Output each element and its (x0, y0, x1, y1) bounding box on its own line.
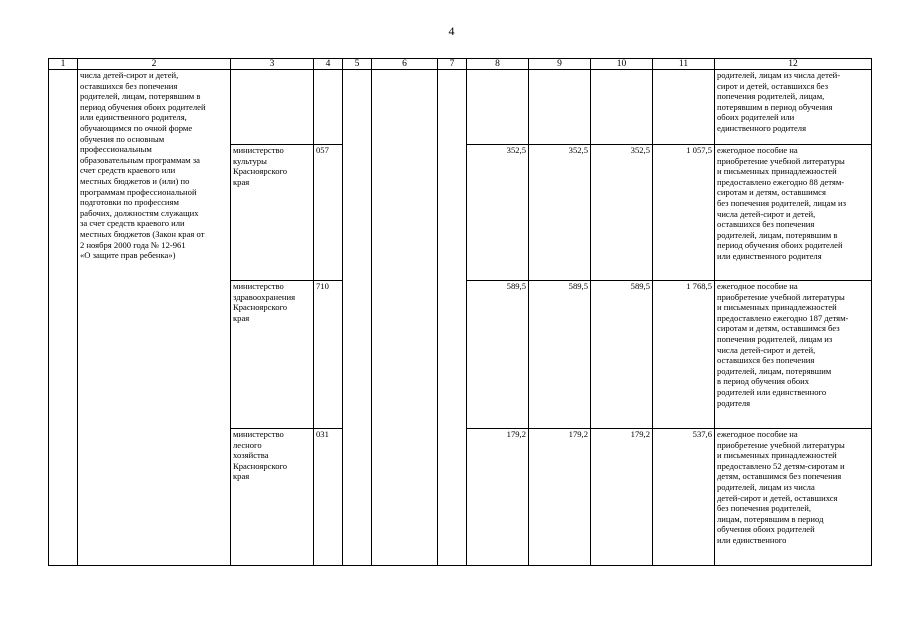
code-cell: 057 (314, 145, 343, 281)
column-header: 4 (314, 59, 343, 70)
value-cell: 589,5 (529, 281, 591, 429)
program-table (48, 58, 872, 566)
ministry-cell: министерство культуры Красноярского края (231, 145, 314, 281)
ministry-cell (231, 70, 314, 145)
column-header: 3 (231, 59, 314, 70)
value-cell (529, 70, 591, 145)
col5-cell (343, 70, 372, 566)
value-cell: 537,6 (653, 429, 715, 566)
value-cell (591, 70, 653, 145)
ministry-cell: министерство лесного хозяйства Красноярского края (231, 429, 314, 566)
value-cell: 1 057,5 (653, 145, 715, 281)
column-header: 12 (715, 59, 872, 70)
header-row (49, 59, 872, 70)
column-header: 9 (529, 59, 591, 70)
value-cell: 589,5 (467, 281, 529, 429)
value-cell: 1 768,5 (653, 281, 715, 429)
value-cell: 352,5 (529, 145, 591, 281)
result-cell: ежегодное пособие на приобретение учебной литературы и письменных принадлежностей предоставлено 52 детям-сиротам и детям, оставшимся без попечения родителей, лицам из числа детей-сирот и детей, оставшихся без попечения родителей, лицам, потерявшим в период обучения обоих родителей или единственного (715, 429, 872, 566)
col6-cell (372, 70, 438, 566)
program-text-cell: числа детей-сирот и детей, оставшихся без попечения родителей, лицам, потерявшим в период обучения обоих родителей или единственного родителя, обучающимся по очной форме обучения по основным профессиональным образовательным программам за счет средств краевого или местных бюджетов и (или) по программам профессиональной подготовки по профессиям рабочих, должностям служащих за счет средств краевого или местных бюджетов (Закон края от 2 ноября 2000 года № 12-961 «О защите прав ребенка») (78, 70, 231, 566)
value-cell: 589,5 (591, 281, 653, 429)
column-header: 11 (653, 59, 715, 70)
col7-cell (438, 70, 467, 566)
value-cell: 179,2 (529, 429, 591, 566)
code-cell: 710 (314, 281, 343, 429)
column-header: 7 (438, 59, 467, 70)
value-cell: 352,5 (591, 145, 653, 281)
value-cell (653, 70, 715, 145)
column-header: 10 (591, 59, 653, 70)
value-cell: 352,5 (467, 145, 529, 281)
value-cell: 179,2 (591, 429, 653, 566)
code-cell (314, 70, 343, 145)
column-header: 1 (49, 59, 78, 70)
table-row (49, 70, 872, 145)
column-header: 8 (467, 59, 529, 70)
value-cell: 179,2 (467, 429, 529, 566)
column-header: 6 (372, 59, 438, 70)
code-cell: 031 (314, 429, 343, 566)
result-cell: ежегодное пособие на приобретение учебной литературы и письменных принадлежностей предоставлено ежегодно 187 детям- сиротам и детям, оставшимся без попечения родителей, лицам из числа детей-сирот и детей, оставшихся без попечения родителей, лицам, потерявшим в период обучения обоих родителей или единственного родителя (715, 281, 872, 429)
row-number-cell (49, 70, 78, 566)
column-header: 2 (78, 59, 231, 70)
result-cell: ежегодное пособие на приобретение учебной литературы и письменных принадлежностей предоставлено ежегодно 88 детям- сиротам и детям, оставшимся без попечения родителей, лицам из числа детей-сирот и детей, оставшихся без попечения родителей, лицам, потерявшим в период обучения обоих родителей или единственного родителя (715, 145, 872, 281)
column-header: 5 (343, 59, 372, 70)
result-cell: родителей, лицам из числа детей- сирот и детей, оставшихся без попечения родителей, лицам, потерявшим в период обучения обоих родителей или единственного родителя (715, 70, 872, 145)
value-cell (467, 70, 529, 145)
ministry-cell: министерство здравоохранения Красноярского края (231, 281, 314, 429)
page-number: 4 (448, 24, 455, 38)
